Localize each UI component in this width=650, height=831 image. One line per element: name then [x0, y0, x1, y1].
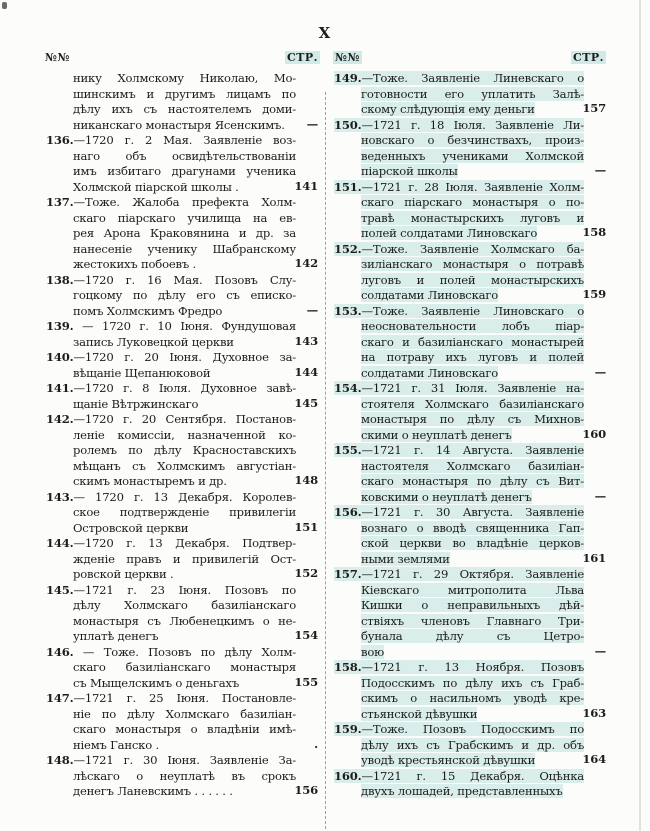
page-number: 155: [294, 674, 318, 689]
toc-line: монастыря по дѣлу съ Михнов-: [361, 412, 584, 426]
toc-line: скаго и базиліанскаго монастырей: [361, 334, 584, 349]
toc-entry: [334, 381, 606, 443]
toc-entry: [334, 304, 606, 382]
toc-line: Подосскимъ по дѣлу ихъ съ Граб-: [361, 675, 584, 690]
entry-number: 160.: [334, 768, 362, 783]
toc-entry: [46, 195, 318, 273]
entry-number: 150.: [334, 117, 362, 132]
page-number: 141: [294, 178, 318, 193]
toc-line: 141.—1720 г. 8 Іюля. Духовное завѣ-: [46, 381, 296, 395]
toc-line: зиліанскаго монастыря о потравѣ: [361, 257, 584, 271]
page-number: 157: [582, 101, 606, 115]
page-number: —: [306, 302, 318, 317]
page-number: 161: [582, 550, 606, 565]
toc-line: скими о неуплатѣ денегъ: [361, 427, 512, 442]
toc-line: вою: [361, 644, 385, 659]
toc-line: ными землями: [361, 551, 450, 566]
toc-line: уплатѣ денегъ: [73, 629, 159, 643]
toc-line: имъ избитаго драгунами ученика: [73, 164, 296, 178]
page-number: 158: [582, 225, 606, 239]
toc-line: ковскими о неуплатѣ денегъ: [361, 489, 532, 504]
toc-line: гоцкому по дѣлу его съ еписко-: [73, 288, 296, 302]
entry-number: 154.: [334, 381, 362, 395]
entry-number: 156.: [334, 505, 362, 519]
toc-entry: [334, 71, 606, 118]
entry-number: 136.: [46, 133, 74, 147]
toc-line: 151.—1721 г. 28 Іюля. Заявленіе Холм-: [334, 179, 584, 194]
toc-line: новскаго о безчинствахъ, произ-: [361, 133, 584, 147]
toc-entry: [46, 381, 318, 412]
toc-line: вѣщаніе Щепанюковой: [73, 365, 211, 380]
page-number: 163: [582, 705, 606, 720]
page-number: 160: [582, 426, 606, 441]
toc-line: Островской церкви: [73, 520, 189, 535]
entry-number: 148.: [46, 753, 74, 767]
toc-line: стьянской дѣвушки: [361, 706, 478, 721]
toc-line: 160.—1721 г. 15 Декабря. Оцѣнка: [334, 768, 584, 783]
toc-line: 157.—1721 г. 29 Октября. Заявленіе: [334, 567, 584, 581]
page-number: 151: [294, 519, 318, 534]
toc-line: запись Луковецкой церкви: [73, 334, 234, 349]
entry-number: 149.: [334, 71, 362, 85]
toc-line: 148.—1721 г. 30 Іюня. Заявленіе За-: [46, 753, 296, 767]
page-number-roman: X: [318, 24, 332, 42]
toc-line: скимъ монастыремъ и др.: [73, 474, 227, 488]
toc-line: шинскимъ и другимъ лицамъ по: [73, 86, 296, 101]
toc-line: мѣщанъ съ Холмскимъ августіан-: [73, 458, 296, 473]
entry-number: 146.: [46, 644, 74, 659]
entry-number: 147.: [46, 691, 74, 705]
toc-line: 155.—1721 г. 14 Августа. Заявленіе: [334, 443, 584, 457]
toc-line: травѣ монастырскихъ луговъ и: [361, 210, 584, 225]
toc-line: 143.— 1720 г. 13 Декабря. Королев-: [46, 489, 296, 504]
toc-entry: [46, 536, 318, 583]
toc-line: двухъ лошадей, представленныхъ: [361, 784, 563, 798]
toc-entry: [46, 645, 318, 692]
toc-entry: [46, 753, 318, 800]
page-number: 152: [294, 566, 318, 580]
toc-line: луговъ и полей монастырскихъ: [361, 272, 584, 287]
toc-line: вознаго о вводѣ священника Гап-: [361, 520, 584, 535]
toc-line: ствіяхъ членовъ Главнаго Три-: [361, 613, 584, 628]
toc-entry: [46, 583, 318, 645]
entry-number: 145.: [46, 582, 74, 597]
toc-line: жестокихъ побоевъ .: [73, 257, 196, 271]
toc-line: 142.—1720 г. 20 Сентября. Постанов-: [46, 412, 296, 426]
page-number: —: [306, 116, 318, 131]
toc-entry: [46, 71, 318, 133]
page-number: .: [314, 736, 318, 751]
page-number: —: [594, 364, 606, 379]
toc-entry: [334, 567, 606, 660]
toc-line: 153.—Тоже. Заявленіе Линовскаго о: [334, 303, 584, 318]
toc-entry: [334, 660, 606, 722]
toc-line: 145.—1721 г. 23 Іюня. Позовъ по: [46, 582, 296, 597]
toc-line: Кіевскаго митрополита Льва: [361, 582, 584, 597]
toc-line: ролемъ по дѣлу Красноставскихъ: [73, 443, 296, 457]
entry-number: 159.: [334, 722, 362, 736]
toc-entry: [334, 118, 606, 180]
toc-line: 139. — 1720 г. 10 Іюня. Фундушовая: [46, 319, 296, 333]
toc-line: ровской церкви .: [73, 567, 174, 581]
toc-entry: [334, 769, 606, 800]
toc-entry: [334, 443, 606, 505]
entry-number: 157.: [334, 567, 362, 581]
toc-entry: [334, 180, 606, 242]
entry-number: 142.: [46, 412, 74, 426]
entry-number: 140.: [46, 350, 74, 364]
scan-edge-line: [639, 0, 641, 831]
toc-entry: [46, 412, 318, 490]
toc-line: нику Холмскому Николаю, Мо-: [73, 71, 296, 85]
toc-line: настоятеля Холмскаго базиліан-: [361, 458, 584, 473]
page-number: 144: [294, 364, 318, 379]
toc-line: ніе по дѣлу Холмскаго базиліан-: [73, 706, 296, 721]
toc-line: бунала дѣлу съ Цетро-: [361, 629, 584, 643]
toc-line: ской церкви во владѣніе церков-: [361, 536, 584, 550]
toc-entry: [334, 722, 606, 769]
toc-line: скаго монастыря о владѣніи имѣ-: [73, 722, 296, 736]
page-number: —: [594, 488, 606, 503]
toc-line: наго объ освидѣтельствованіи: [73, 148, 296, 163]
toc-line: денегъ Ланевскимъ . . . . . .: [73, 784, 233, 798]
page-number: 156: [294, 783, 318, 797]
toc-line: 150.—1721 г. 18 Іюля. Заявленіе Ли-: [334, 117, 584, 132]
toc-line: скаго піарскаго монастыря о по-: [361, 195, 584, 209]
toc-line: уводѣ крестьянской дѣвушки: [361, 753, 536, 767]
left-column-no-header: №№: [45, 51, 70, 64]
toc-line: лѣскаго о неуплатѣ въ срокъ: [73, 768, 296, 783]
toc-line: дѣлу Холмскаго базиліанскаго: [73, 598, 296, 612]
page-number: 159: [582, 287, 606, 301]
toc-line: щаніе Вѣтржинскаго: [73, 396, 199, 411]
toc-line: 152.—Тоже. Заявленіе Холмскаго ба-: [334, 241, 584, 256]
left-column-page-header: [48, 51, 320, 64]
toc-line: скаго піарскаго училища на ев-: [73, 210, 296, 225]
toc-line: на потраву ихъ луговъ и полей: [361, 350, 584, 364]
toc-line: полей солдатами Линовскаго: [361, 226, 538, 240]
toc-line: Холмской піарской школы .: [73, 179, 239, 194]
entry-number: 139.: [46, 319, 74, 333]
toc-line: нанесеніе ученику Шабранскому: [73, 241, 296, 256]
toc-line: 147.—1721 г. 25 Іюня. Постановле-: [46, 691, 296, 705]
page-number: 143: [294, 333, 318, 348]
toc-column-right: [334, 71, 606, 800]
toc-line: 137.—Тоже. Жалоба префекта Холм-: [46, 195, 296, 209]
page-number: 148: [294, 473, 318, 487]
toc-line: леніе комиссіи, назначенной ко-: [73, 427, 296, 442]
toc-line: 156.—1721 г. 30 Августа. Заявленіе: [334, 505, 584, 519]
toc-entry: [46, 133, 318, 195]
scan-artifact-speck: [2, 2, 7, 9]
toc-line: никанскаго монастыря Ясенскимъ.: [73, 117, 285, 132]
toc-line: монастыря съ Любенецкимъ о не-: [73, 613, 296, 628]
toc-line: солдатами Линовскаго: [361, 365, 498, 380]
toc-line: жденіе правъ и привилегій Ост-: [73, 551, 296, 566]
toc-entry: [46, 350, 318, 381]
page-number: —: [594, 643, 606, 658]
toc-line: веденныхъ учениками Холмской: [361, 148, 584, 163]
toc-line: неосновательности лобъ піар-: [361, 319, 584, 333]
toc-line: дѣлу ихъ съ Грабскимъ и др. объ: [361, 737, 584, 752]
page-number: 154: [294, 628, 318, 642]
toc-line: дѣлу ихъ съ настоятелемъ доми-: [73, 102, 296, 116]
toc-line: піарской школы: [361, 164, 458, 178]
toc-entry: [334, 242, 606, 304]
page-header-label: СТР.: [572, 51, 604, 64]
page-number: —: [594, 163, 606, 177]
toc-entry: [46, 691, 318, 753]
toc-entry: [46, 319, 318, 350]
page-number: 142: [294, 256, 318, 270]
toc-line: 149.—Тоже. Заявленіе Линевскаго о: [334, 71, 584, 85]
toc-entry: [46, 273, 318, 320]
entry-number: 151.: [334, 179, 362, 194]
entry-number: 153.: [334, 303, 362, 318]
toc-line: солдатами Линовскаго: [361, 288, 498, 302]
toc-line: 154.—1721 г. 31 Іюля. Заявленіе на-: [334, 381, 584, 395]
toc-line: 140.—1720 г. 20 Іюня. Духовное за-: [46, 350, 296, 364]
toc-line: 144.—1720 г. 13 Декабря. Подтвер-: [46, 536, 296, 550]
page-number: 145: [294, 395, 318, 410]
toc-line: Кишки о неправильныхъ дѣй-: [361, 598, 584, 612]
toc-line: 158.—1721 г. 13 Ноября. Позовъ: [334, 660, 584, 674]
toc-line: скаго монастыря по дѣлу съ Вит-: [361, 474, 584, 488]
toc-column-left: [46, 71, 318, 800]
toc-line: скому слѣдующія ему деньги: [361, 102, 535, 116]
toc-line: рея Арона Краковянина и др. за: [73, 226, 296, 240]
no-header-label: №№: [335, 51, 360, 64]
entry-number: 155.: [334, 443, 362, 457]
toc-line: съ Мыщелскимъ о деньгахъ: [73, 675, 240, 690]
toc-line: скаго базиліанскаго монастыря: [73, 660, 296, 674]
toc-line: ское подтвержденіе привилегіи: [73, 505, 296, 519]
entry-number: 158.: [334, 660, 362, 674]
entry-number: 141.: [46, 381, 74, 395]
page-header-label: СТР.: [286, 51, 318, 64]
entry-number: 143.: [46, 489, 74, 504]
toc-entry: [334, 505, 606, 567]
toc-line: 146. — Тоже. Позовъ по дѣлу Холм-: [46, 644, 296, 659]
toc-line: 136.—1720 г. 2 Мая. Заявленіе воз-: [46, 133, 296, 147]
entry-number: 144.: [46, 536, 74, 550]
page-number: 164: [582, 752, 606, 766]
toc-entry: [46, 490, 318, 537]
toc-line: ніемъ Ганско .: [73, 737, 159, 752]
toc-line: стоятеля Холмскаго базиліанскаго: [361, 396, 584, 411]
entry-number: 137.: [46, 195, 74, 209]
toc-line: скимъ о насильномъ уводѣ кре-: [361, 691, 584, 705]
column-divider-rule: [325, 92, 326, 829]
right-column-page-header: [334, 51, 606, 64]
entry-number: 138.: [46, 272, 74, 287]
toc-line: 138.—1720 г. 16 Мая. Позовъ Слу-: [46, 272, 296, 287]
entry-number: 152.: [334, 241, 362, 256]
toc-line: помъ Холмскимъ Фредро: [73, 303, 223, 318]
toc-line: 159.—Тоже. Позовъ Подосскимъ по: [334, 722, 584, 736]
toc-line: готовности его уплатить Залѣ-: [361, 86, 584, 101]
